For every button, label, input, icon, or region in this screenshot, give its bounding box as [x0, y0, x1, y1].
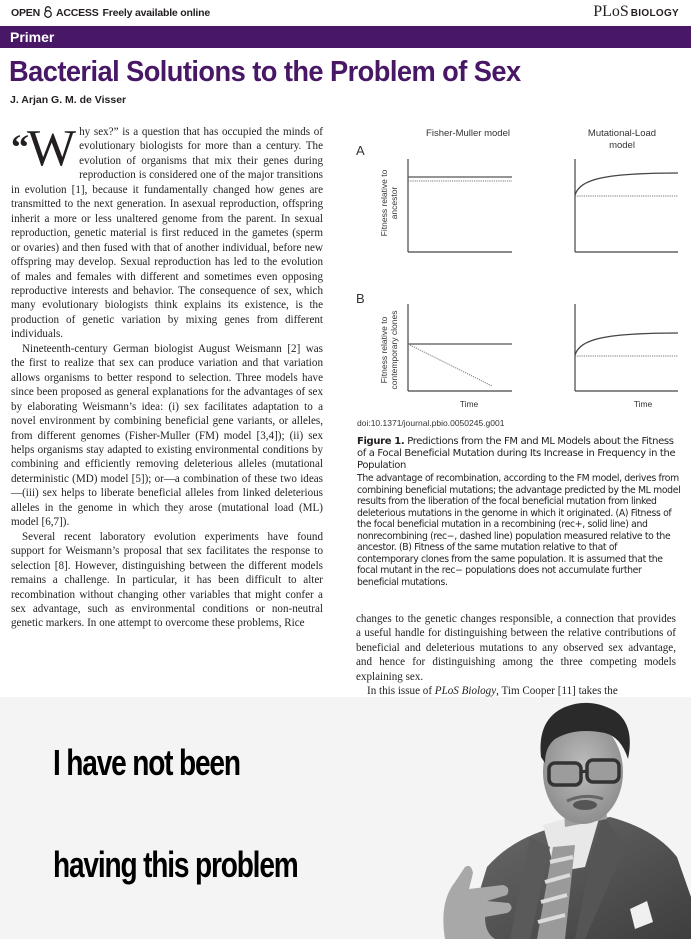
- glasses-left-lens: [549, 763, 581, 785]
- portrait-image: [425, 697, 691, 939]
- rec-plus-solid-curve: [575, 173, 678, 195]
- paragraph-1: [11, 120, 323, 342]
- panel-b-fm: [408, 304, 512, 409]
- panel-a-fm: [408, 159, 512, 252]
- x-label-time: Time: [633, 399, 653, 409]
- paragraph-3: Several recent laboratory evolution experiments have found support for Weismann’s proposal that sex facilitates the response to selection [8]. However, distinguishing between the different models remains a challenge. In particular, it has been difficult to alter recombination without changing other variables that might confer a sex advantage, such as environmental conditions or non-neutral genetic markers. In one attempt to overcome these problems, Rice: [11, 530, 323, 630]
- open-access-badge: [11, 7, 210, 19]
- panel-b-ml: [575, 304, 678, 409]
- open-access-label-right: ACCESS: [55, 7, 99, 19]
- col-title-ml-line1: Mutational-Load: [587, 128, 657, 139]
- col-title-ml-line2: model: [609, 140, 635, 151]
- figure-doi[interactable]: doi:10.1371/journal.pbio.0050245.g001: [357, 418, 505, 428]
- caption-body: The advantage of recombination, according to the FM model, derives from combining beneficial mutations; the advantage predicted by the ML model results from the liberation of the focal beneficial mutation from linked deleterious mutations in the genome in which it originated. (A) Fitness of the focal beneficial mutation in a recombining (rec+, solid line) and nonrecombining (rec−, dashed line) population measured relative to the ancestor. (B) Fitness of the same mutation relative to that of contemporary clones from the same population. It is assumed that the focal mutant in the rec− populations does not accumulate further beneficial mutations.: [357, 473, 681, 588]
- panel-label-a: A: [356, 143, 365, 158]
- journal-logo-main: PLoS: [593, 3, 629, 20]
- svg-text:contemporary clones: contemporary clones: [389, 310, 399, 390]
- journal-logo-sub: BIOLOGY: [630, 8, 679, 19]
- rec-minus-dashed-line: [408, 344, 492, 386]
- caption-title-text: Predictions from the FM and ML Models about the Fitness of a Focal Beneficial Mutation during Its Increase in Frequency in the Population: [357, 436, 676, 471]
- journal-name-italic: PLoS Biology: [434, 685, 497, 698]
- paragraph-1-text: hy sex?” is a question that has occupied the minds of evolutionary biologists for more than a century. The evolution of organisms that mix their genes during reproduction is considered one of the major transitions in evolution [1], because it fundamentally changed how genes are transmitted to the next generation. In asexual reproduction, offspring inherit a more or less unaltered genome from the parent. In sexual reproduction, genetic material is first reduced in the gametes (sperm or ovaries) and then fused with that of another individual, before new offspring may develop. Sexual reproduction has led to the evolution of males and females with different and sometimes even opposing reproductive interests and behavior. The consequence of sex, which many evolutionary biologists think explains its existence, is the production of genetic variation by mixing genes from different individuals.: [11, 126, 323, 341]
- right-paragraph-1: changes to the genetic changes responsible, a connection that provides a useful handle for distinguishing between the relative contributions of beneficial and deleterious mutations to any observed sex advantage, and hence for distinguishing among the three competing models explaining sex.: [356, 613, 676, 683]
- col-title-fm: Fisher-Muller model: [426, 128, 510, 139]
- paragraph-2: Nineteenth-century German biologist August Weismann [2] was the first to realize that sex can produce variation and that variation allows organisms to better respond to selection. Three models have since been proposed as general explanations for the advantages of sex by elaborating Weismann’s idea: (i) sex facilitates adaptation to a novel environment by combining beneficial gene variants, or alleles, from different genomes (Fisher-Muller (FM) model [3,4]); (ii) sex helps organisms stay adapted to existing environmental conditions by combining and efficiently removing deleterious alleles (mutational deterministic (MD) model [5]); or—a combination of these two ideas—(iii) sex helps to liberate beneficial alleles from linked deleterious alleles in the genome in which they arose (mutational load (ML) model [6,7]).: [11, 342, 323, 529]
- panel-label-b: B: [356, 291, 365, 306]
- figure-1: [345, 115, 691, 431]
- meme-caption-line-2: having this problem: [53, 844, 298, 885]
- panel-a-ml: [575, 159, 678, 252]
- x-label-time: Time: [459, 399, 479, 409]
- drop-cap: [11, 120, 77, 177]
- svg-text:ancestor: ancestor: [389, 186, 399, 220]
- figure-caption: [357, 436, 681, 588]
- meme-panel: [0, 697, 691, 939]
- mouth: [573, 800, 597, 810]
- right-paragraph-2: In this issue of PLoS Biology, Tim Cooper [11] takes the: [367, 685, 618, 698]
- y-label-a: [379, 169, 399, 236]
- open-access-label-left: OPEN: [11, 7, 40, 19]
- svg-text:Fitness relative to: Fitness relative to: [379, 316, 389, 384]
- left-column: [11, 120, 323, 631]
- section-banner: [0, 26, 691, 48]
- right-column: [356, 612, 676, 699]
- drop-cap-letter: W: [27, 120, 77, 177]
- journal-logo: [593, 3, 679, 21]
- journal-header: [0, 0, 691, 26]
- figure-1-plots: [345, 115, 691, 431]
- meme-caption-line-1: I have not been: [53, 742, 240, 783]
- svg-text:Fitness relative to: Fitness relative to: [379, 169, 389, 237]
- rec-plus-solid-curve: [575, 333, 678, 355]
- glasses-right-lens: [587, 760, 619, 782]
- caption-title: [357, 436, 681, 472]
- glasses-bridge: [581, 771, 587, 772]
- y-label-b: [379, 311, 399, 390]
- section-label: Primer: [10, 29, 55, 45]
- article-author: J. Arjan G. M. de Visser: [10, 94, 127, 106]
- article-title: Bacterial Solutions to the Problem of Sex: [9, 56, 521, 88]
- open-lock-icon: [43, 6, 53, 18]
- drop-cap-quote: “: [11, 127, 27, 167]
- availability-text: Freely available online: [102, 7, 210, 19]
- caption-label: Figure 1.: [357, 436, 405, 447]
